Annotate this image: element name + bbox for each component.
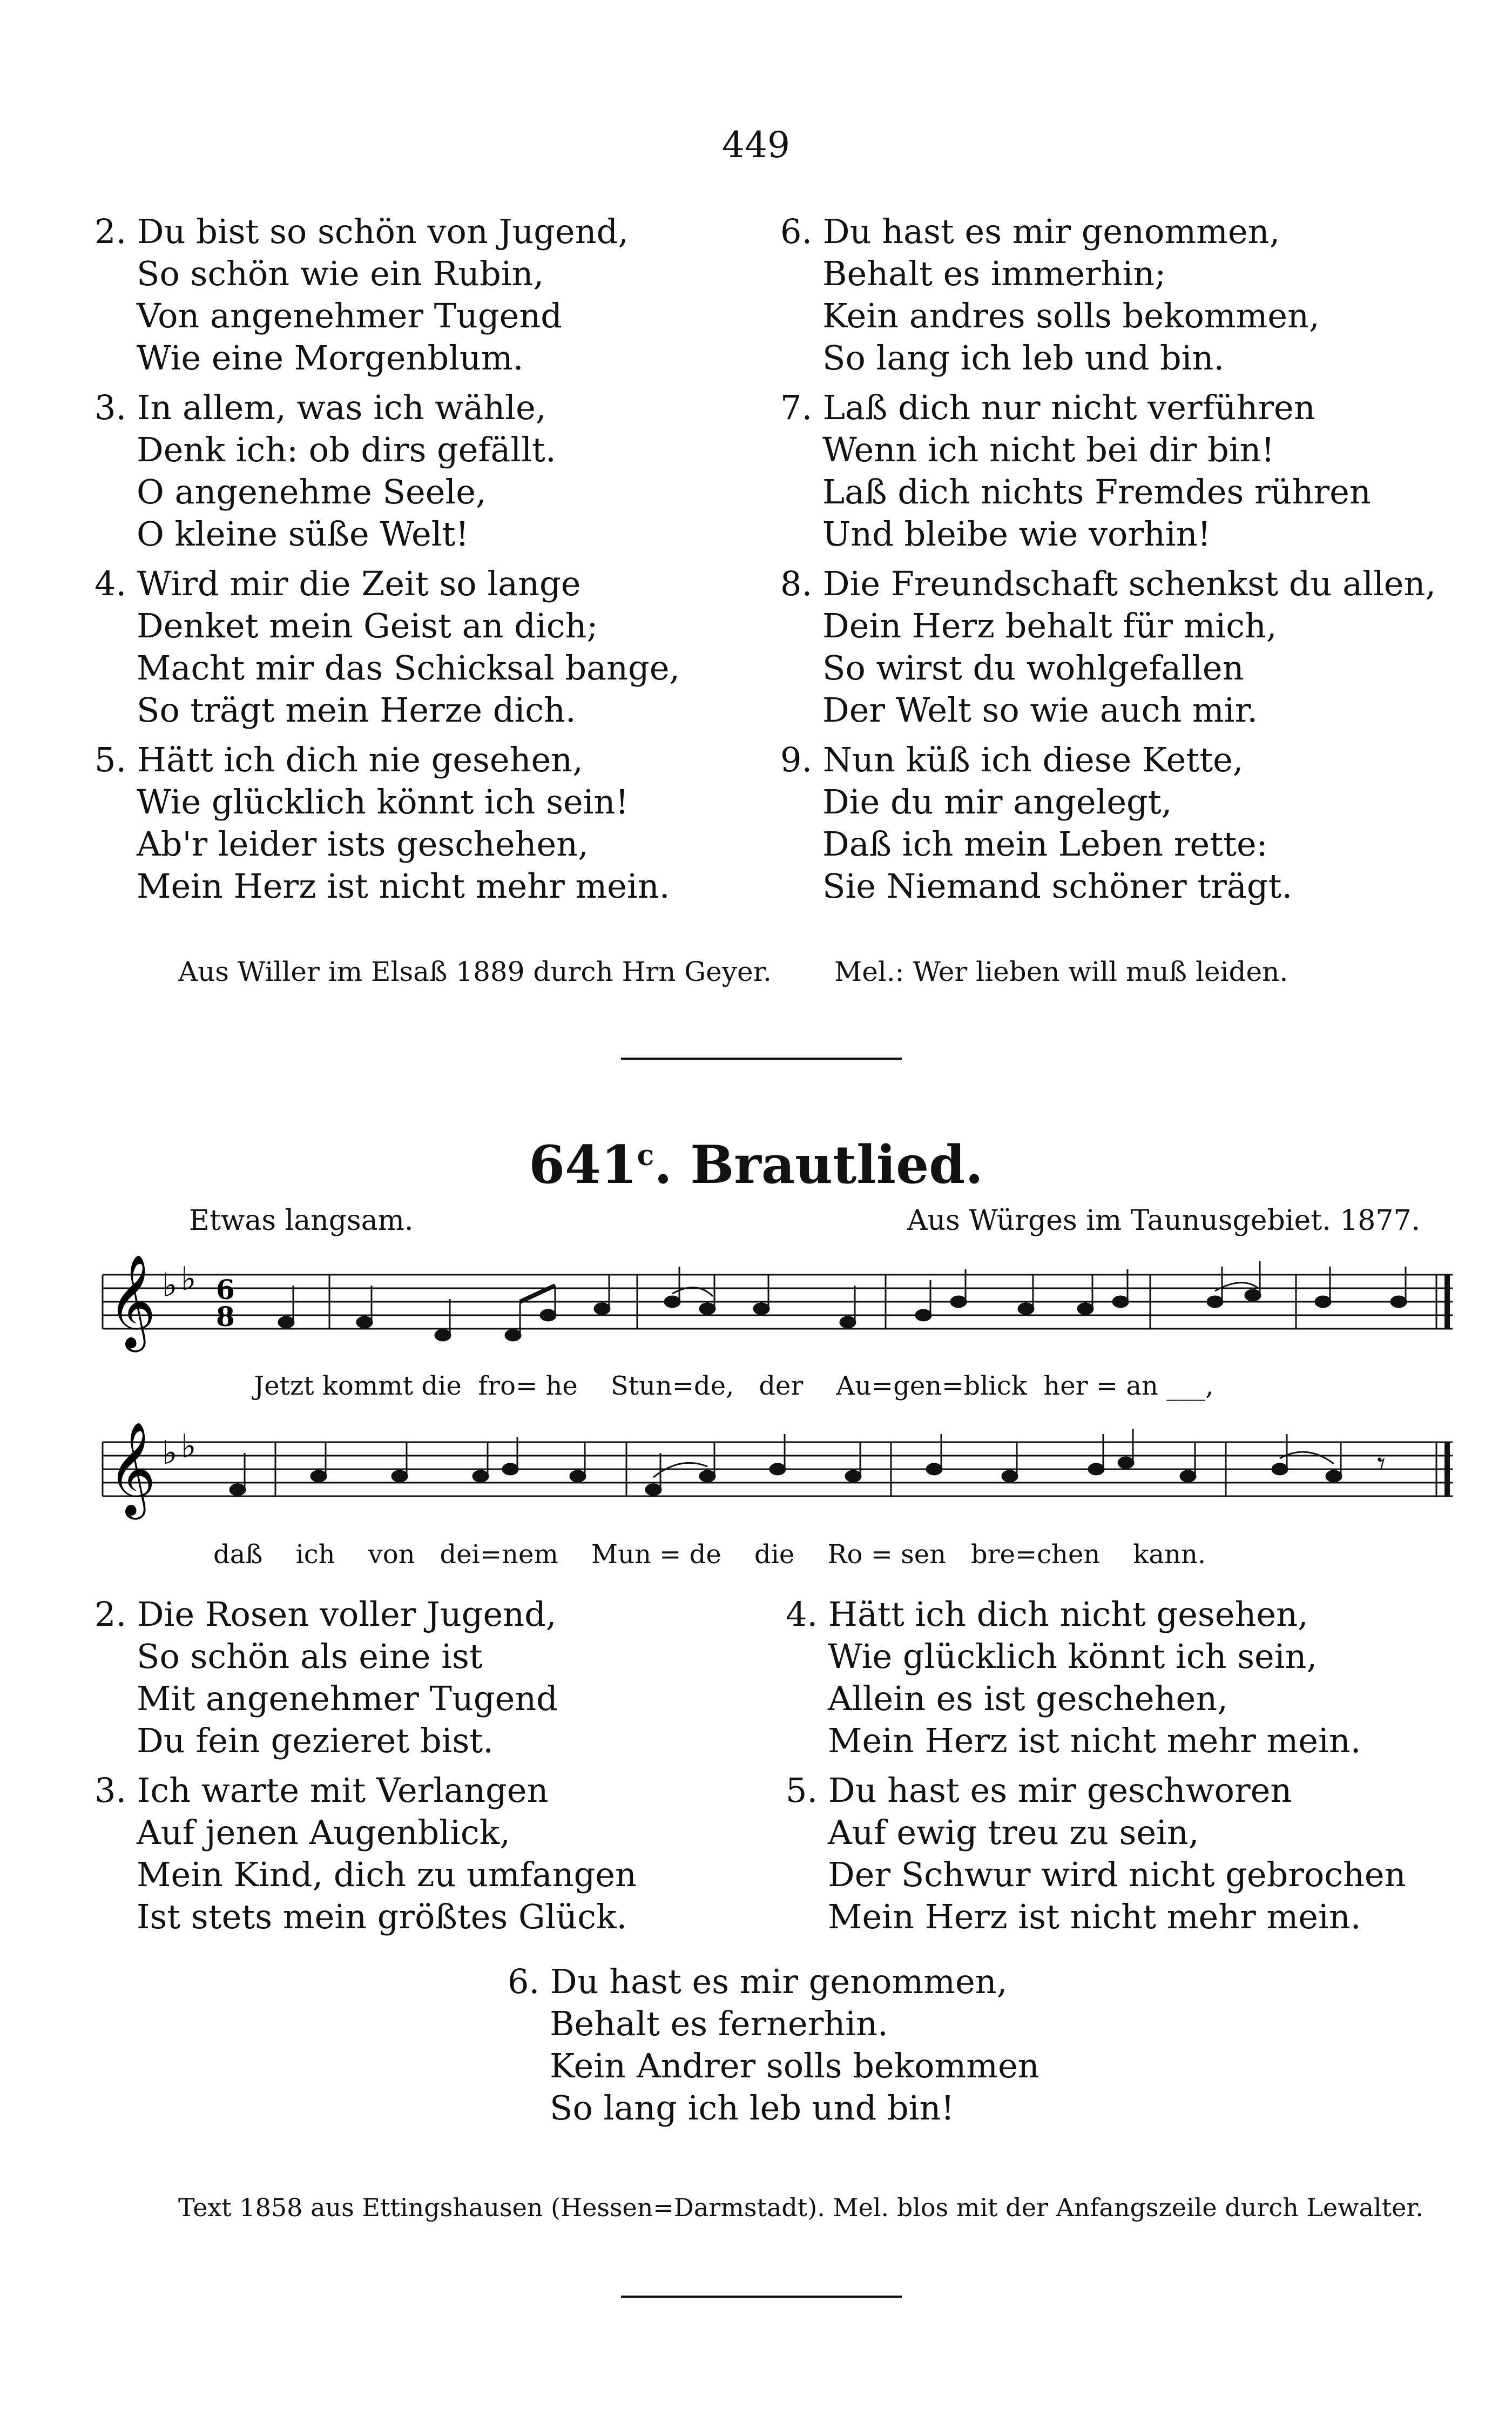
verse-line: So trägt mein Herze dich. bbox=[137, 690, 576, 730]
song2-center-stanza bbox=[508, 1961, 1040, 2129]
verse-line: Behalt es fernerhin. bbox=[550, 2004, 888, 2043]
verse-line: Du hast es mir genommen, bbox=[822, 212, 1280, 251]
lyrics-line-2: daß ich von dei=nem Mun = de die Ro = sen bre=chen kann. bbox=[213, 1539, 1206, 1570]
flat-icon: ♭ bbox=[162, 1434, 178, 1472]
stanza bbox=[780, 387, 1436, 555]
verse-line: Mein Herz ist nicht mehr mein. bbox=[828, 1897, 1361, 1936]
song2-right-column bbox=[786, 1593, 1406, 1938]
verse-line: Du hast es mir genommen, bbox=[550, 1962, 1008, 2001]
stanza bbox=[94, 1593, 637, 1762]
verse-line: Wie glücklich könnt ich sein! bbox=[137, 782, 629, 822]
song1-right-column bbox=[780, 211, 1436, 907]
verse-line: Hätt ich dich nicht gesehen, bbox=[828, 1594, 1308, 1634]
stanza-number: 7. bbox=[780, 388, 813, 427]
eighth-rest-icon: 𝄾 bbox=[1377, 1445, 1386, 1483]
verse-line: Ist stets mein größtes Glück. bbox=[137, 1897, 627, 1936]
verse-line: Die Freundschaft schenkst du allen, bbox=[822, 564, 1436, 603]
verse-line: Laß dich nichts Fremdes rühren bbox=[822, 472, 1371, 512]
verse-line: Daß ich mein Leben rette: bbox=[822, 824, 1268, 864]
stanza-number: 4. bbox=[786, 1594, 818, 1634]
tempo-marking: Etwas langsam. bbox=[189, 1204, 414, 1237]
verse-line: Der Welt so wie auch mir. bbox=[822, 690, 1258, 730]
stanza-number: 2. bbox=[94, 212, 127, 251]
verse-line: Mein Herz ist nicht mehr mein. bbox=[137, 866, 670, 906]
song1-melody-note: Mel.: Wer lieben will muß leiden. bbox=[834, 956, 1288, 987]
stanza bbox=[780, 563, 1436, 731]
stanza-number: 5. bbox=[786, 1771, 818, 1810]
song2-left-column bbox=[94, 1593, 637, 1938]
stanza bbox=[94, 1769, 637, 1938]
stanza bbox=[94, 387, 680, 555]
verse-line: Allein es ist geschehen, bbox=[828, 1679, 1228, 1718]
stanza bbox=[94, 211, 680, 379]
stanza-number: 9. bbox=[780, 740, 813, 779]
flat-icon: ♭ bbox=[181, 1428, 197, 1465]
page-number: 449 bbox=[722, 124, 790, 166]
verse-line: So wirst du wohlgefallen bbox=[822, 648, 1244, 688]
stanza-number: 3. bbox=[94, 1771, 127, 1810]
verse-line: Sie Niemand schöner trägt. bbox=[822, 866, 1293, 906]
verse-line: Macht mir das Schicksal bange, bbox=[137, 648, 680, 688]
time-signature-top: 6 bbox=[216, 1274, 235, 1306]
song1-source-note: Aus Willer im Elsaß 1889 durch Hrn Geyer. bbox=[178, 956, 772, 987]
verse-line: Behalt es immerhin; bbox=[822, 254, 1166, 293]
music-staff-2 bbox=[92, 1410, 1463, 1539]
stanza bbox=[94, 739, 680, 907]
verse-line: In allem, was ich wähle, bbox=[137, 388, 546, 427]
verse-line: Denket mein Geist an dich; bbox=[137, 606, 598, 645]
stanza-number: 6. bbox=[780, 212, 813, 251]
treble-clef-icon: 𝄞 bbox=[108, 1422, 156, 1516]
origin-note: Aus Würges im Taunusgebiet. 1877. bbox=[907, 1204, 1421, 1237]
verse-line: Hätt ich dich nie gesehen, bbox=[137, 740, 583, 779]
time-signature-bottom: 8 bbox=[216, 1301, 235, 1333]
stanza-number: 2. bbox=[94, 1594, 127, 1634]
verse-line: Du fein gezieret bist. bbox=[137, 1721, 494, 1760]
verse-line: Du hast es mir geschworen bbox=[828, 1771, 1292, 1810]
stanza-number: 5. bbox=[94, 740, 127, 779]
verse-line: Von angenehmer Tugend bbox=[137, 296, 562, 335]
verse-line: Dein Herz behalt für mich, bbox=[822, 606, 1277, 645]
verse-line: Mein Herz ist nicht mehr mein. bbox=[828, 1721, 1361, 1760]
verse-line: Ab'r leider ists geschehen, bbox=[137, 824, 589, 864]
stanza-number: 3. bbox=[94, 388, 127, 427]
verse-line: So schön wie ein Rubin, bbox=[137, 254, 544, 293]
stanza bbox=[780, 739, 1436, 907]
verse-line: Die du mir angelegt, bbox=[822, 782, 1172, 822]
stanza bbox=[786, 1769, 1406, 1938]
verse-line: Ich warte mit Verlangen bbox=[137, 1771, 549, 1810]
stanza-number: 6. bbox=[508, 1962, 540, 2001]
stanza-number: 8. bbox=[780, 564, 813, 603]
verse-line: Wenn ich nicht bei dir bin! bbox=[822, 430, 1275, 469]
verse-line: Kein andres solls bekommen, bbox=[822, 296, 1320, 335]
verse-line: Die Rosen voller Jugend, bbox=[137, 1594, 557, 1634]
song2-source-note: Text 1858 aus Ettingshausen (Hessen=Darmstadt). Mel. blos mit der Anfangszeile durch Lewalter. bbox=[178, 2193, 1423, 2222]
verse-line: So schön als eine ist bbox=[137, 1637, 483, 1676]
verse-line: So lang ich leb und bin! bbox=[550, 2088, 955, 2128]
verse-line: So lang ich leb und bin. bbox=[822, 338, 1225, 378]
verse-line: Du bist so schön von Jugend, bbox=[137, 212, 629, 251]
verse-line: Auf ewig treu zu sein, bbox=[828, 1813, 1199, 1852]
song-number: 641 bbox=[529, 1134, 637, 1195]
song-number-suffix: c bbox=[637, 1139, 654, 1172]
stanza bbox=[94, 563, 680, 731]
notes-staff-2 bbox=[230, 1429, 1341, 1495]
verse-line: Und bleibe wie vorhin! bbox=[822, 514, 1211, 554]
verse-line: O kleine süße Welt! bbox=[137, 514, 469, 554]
verse-line: Kein Andrer solls bekommen bbox=[550, 2046, 1040, 2085]
stanza bbox=[786, 1593, 1406, 1762]
verse-line: Wird mir die Zeit so lange bbox=[137, 564, 581, 603]
verse-line: Auf jenen Augenblick, bbox=[137, 1813, 510, 1852]
verse-line: Der Schwur wird nicht gebrochen bbox=[828, 1855, 1406, 1894]
lyrics-line-1: Jetzt kommt die fro= he Stun=de, der Au=gen=blick her = an ___, bbox=[254, 1371, 1214, 1401]
stanza-number: 4. bbox=[94, 564, 127, 603]
music-staff-1 bbox=[92, 1242, 1463, 1372]
slur bbox=[1280, 1452, 1334, 1464]
song-title-text: Brautlied. bbox=[690, 1134, 983, 1195]
verse-line: Wie eine Morgenblum. bbox=[137, 338, 524, 378]
verse-line: Mein Kind, dich zu umfangen bbox=[137, 1855, 637, 1894]
section-divider bbox=[621, 2296, 902, 2298]
verse-line: O angenehme Seele, bbox=[137, 472, 487, 512]
verse-line: Denk ich: ob dirs gefällt. bbox=[137, 430, 556, 469]
stanza bbox=[780, 211, 1436, 379]
song-title: 641$^c$. Brautlied. bbox=[529, 1134, 983, 1195]
verse-line: Wie glücklich könnt ich sein, bbox=[828, 1637, 1318, 1676]
section-divider bbox=[621, 1058, 902, 1060]
verse-line: Nun küß ich diese Kette, bbox=[822, 740, 1244, 779]
verse-line: Mit angenehmer Tugend bbox=[137, 1679, 558, 1718]
song1-left-column bbox=[94, 211, 680, 907]
treble-clef-icon: 𝄞 bbox=[108, 1254, 156, 1348]
flat-icon: ♭ bbox=[181, 1260, 197, 1298]
flat-icon: ♭ bbox=[162, 1267, 178, 1304]
verse-line: Laß dich nur nicht verführen bbox=[822, 388, 1315, 427]
